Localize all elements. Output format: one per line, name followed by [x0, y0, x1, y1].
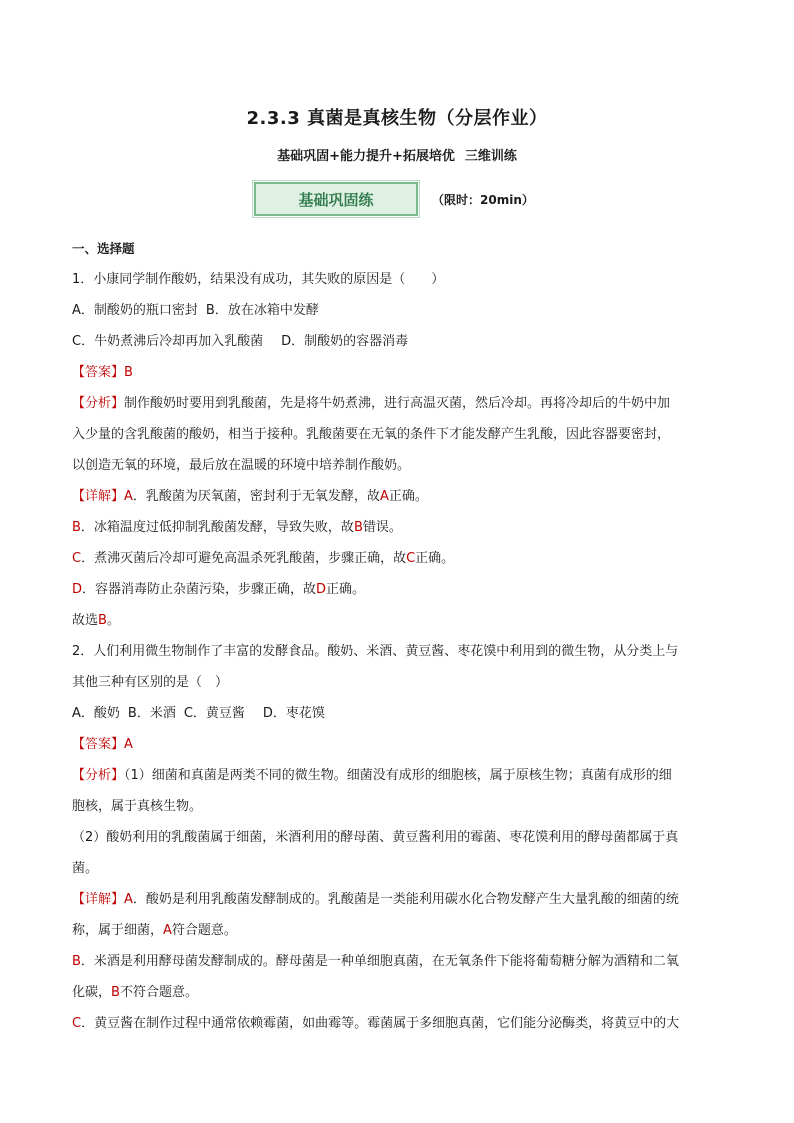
q2-answer-label: 【答案】 — [72, 737, 125, 752]
q2-detail-b-text-1: ．米酒是利用酵母菌发酵制成的。酵母菌是一种单细胞真菌，在无氧条件下能将葡萄糖分解为酒精和二氧 — [80, 954, 679, 969]
q1-analysis-label: 【分析】 — [72, 396, 125, 411]
q1-option-a: A．制酸奶的瓶口密封 — [72, 303, 198, 318]
q1-detail-c-text: ．煮沸灭菌后冷却可避免高温杀死乳酸菌，步骤正确，故 — [81, 551, 407, 566]
q1-detail-d-text: ．容器消毒防止杂菌污染，步骤正确，故 — [82, 582, 317, 597]
q2-detail-a-text-1: ．酸奶是利用乳酸菌发酵制成的。乳酸菌是一类能利用碳水化合物发酵产生大量乳酸的细菌的统 — [132, 892, 679, 907]
question-2-stem-line-1: 2．人们利用微生物制作了丰富的发酵食品。酸奶、米酒、黄豆酱、枣花馍中利用到的微生物，从分类上与 — [72, 644, 679, 659]
q2-option-b: B．米酒 — [127, 706, 176, 721]
q2-option-d: D．枣花馍 — [262, 706, 325, 721]
q1-detail-a — [72, 481, 724, 512]
q1-option-c: C．牛奶煮沸后冷却再加入乳酸菌 — [72, 334, 264, 349]
subtitle-part2: 三维训练 — [464, 149, 517, 164]
q2-detail-b-line-2 — [72, 977, 724, 1008]
q2-detail-c-line-1 — [72, 1008, 724, 1039]
q2-detail-label: 【详解】 — [72, 892, 125, 907]
q1-detail-a-ref: A — [379, 489, 389, 504]
page-subtitle — [0, 145, 794, 164]
subtitle-part1: 基础巩固+能力提升+拓展培优 — [277, 149, 455, 164]
q1-detail-d-end: 正确。 — [326, 582, 366, 597]
q1-detail-b — [72, 512, 724, 543]
q2-answer-value: A — [124, 737, 133, 752]
q1-option-b: B．放在冰箱中发酵 — [205, 303, 319, 318]
q1-conclusion — [72, 605, 724, 636]
q2-detail-c-letter: C — [72, 1016, 82, 1031]
q2-analysis-line-3: （2）酸奶利用的乳酸菌属于细菌，米酒利用的酵母菌、黄豆酱利用的霉菌、枣花馍利用的酵母菌都属于真 — [72, 830, 679, 845]
page-title: 2.3.3 真菌是真核生物（分层作业） — [246, 108, 548, 129]
q1-answer-value: B — [124, 365, 133, 380]
q2-detail-a-text-2: 称，属于细菌， — [72, 923, 164, 938]
question-2-options — [72, 698, 724, 729]
question-2-stem-line-2: 其他三种有区别的是（ ） — [72, 675, 229, 690]
q2-analysis-label: 【分析】 — [72, 768, 125, 783]
q1-detail-d — [72, 574, 724, 605]
question-1-options-ab — [72, 295, 724, 326]
q1-detail-c-letter: C — [72, 551, 82, 566]
section-heading: 一、选择题 — [72, 241, 135, 256]
document-body — [72, 233, 724, 1039]
q1-analysis-text-1: 制作酸奶时要用到乳酸菌，先是将牛奶煮沸，进行高温灭菌，然后冷却。再将冷却后的牛奶中加 — [124, 396, 671, 411]
q1-analysis-line-2: 入少量的含乳酸菌的酸奶，相当于接种。乳酸菌要在无氧的条件下才能发酵产生乳酸，因此容器要密封， — [72, 427, 671, 442]
q1-analysis-line-1 — [72, 388, 724, 419]
q2-detail-a-ref: A — [163, 923, 172, 938]
q1-detail-d-ref: D — [316, 582, 327, 597]
q1-analysis-line-3: 以创造无氧的环境，最后放在温暖的环境中培养制作酸奶。 — [72, 458, 411, 473]
q2-detail-b-ref: B — [111, 985, 120, 1000]
q1-detail-b-text: ．冰箱温度过低抑制乳酸菌发酵，导致失败，故 — [80, 520, 354, 535]
q2-answer — [72, 729, 724, 760]
q2-analysis-line-2: 胞核，属于真核生物。 — [72, 799, 203, 814]
q1-conclusion-prefix: 故选 — [72, 613, 99, 628]
q1-detail-a-text: ．乳酸菌为厌氧菌，密封利于无氧发酵，故 — [132, 489, 380, 504]
q1-detail-a-end: 正确。 — [388, 489, 428, 504]
q2-analysis-line-4: 菌。 — [72, 861, 99, 876]
q2-detail-a-end: 符合题意。 — [171, 923, 237, 938]
q2-detail-a-letter: A — [124, 892, 133, 907]
section-badge: 基础巩固练 — [254, 182, 418, 216]
section-banner — [254, 180, 534, 218]
q2-detail-b-end: 不符合题意。 — [119, 985, 198, 1000]
q1-detail-c-end: 正确。 — [415, 551, 455, 566]
q2-detail-a-line-1 — [72, 884, 724, 915]
q2-detail-c-text-1: ．黄豆酱在制作过程中通常依赖霉菌，如曲霉等。霉菌属于多细胞真菌，它们能分泌酶类，将黄豆中的大 — [81, 1016, 680, 1031]
q2-detail-b-letter: B — [72, 954, 81, 969]
q2-option-a: A．酸奶 — [72, 706, 120, 721]
q1-conclusion-ref: B — [98, 613, 107, 628]
q2-detail-b-text-2: 化碳， — [72, 985, 112, 1000]
q2-detail-b-line-1 — [72, 946, 724, 977]
q1-conclusion-end: 。 — [106, 613, 120, 628]
question-1-options-cd — [72, 326, 724, 357]
q1-detail-c-ref: C — [406, 551, 416, 566]
q1-detail-a-letter: A — [124, 489, 133, 504]
time-limit-note: （限时：20min） — [432, 192, 534, 207]
q1-detail-label: 【详解】 — [72, 489, 125, 504]
q1-detail-d-letter: D — [72, 582, 83, 597]
q1-answer — [72, 357, 724, 388]
q2-option-c: C．黄豆酱 — [183, 706, 245, 721]
q1-answer-label: 【答案】 — [72, 365, 125, 380]
q1-detail-b-letter: B — [72, 520, 81, 535]
q2-detail-a-line-2 — [72, 915, 724, 946]
question-1-stem: 1．小康同学制作酸奶，结果没有成功，其失败的原因是（ ） — [72, 272, 445, 287]
q2-analysis-text-1: （1）细菌和真菌是两类不同的微生物。细菌没有成形的细胞核，属于原核生物；真菌有成形的细 — [124, 768, 672, 783]
q1-option-d: D．制酸奶的容器消毒 — [281, 334, 409, 349]
q1-detail-c — [72, 543, 724, 574]
q1-detail-b-end: 错误。 — [362, 520, 402, 535]
q1-detail-b-ref: B — [353, 520, 363, 535]
q2-analysis-line-1 — [72, 760, 724, 791]
